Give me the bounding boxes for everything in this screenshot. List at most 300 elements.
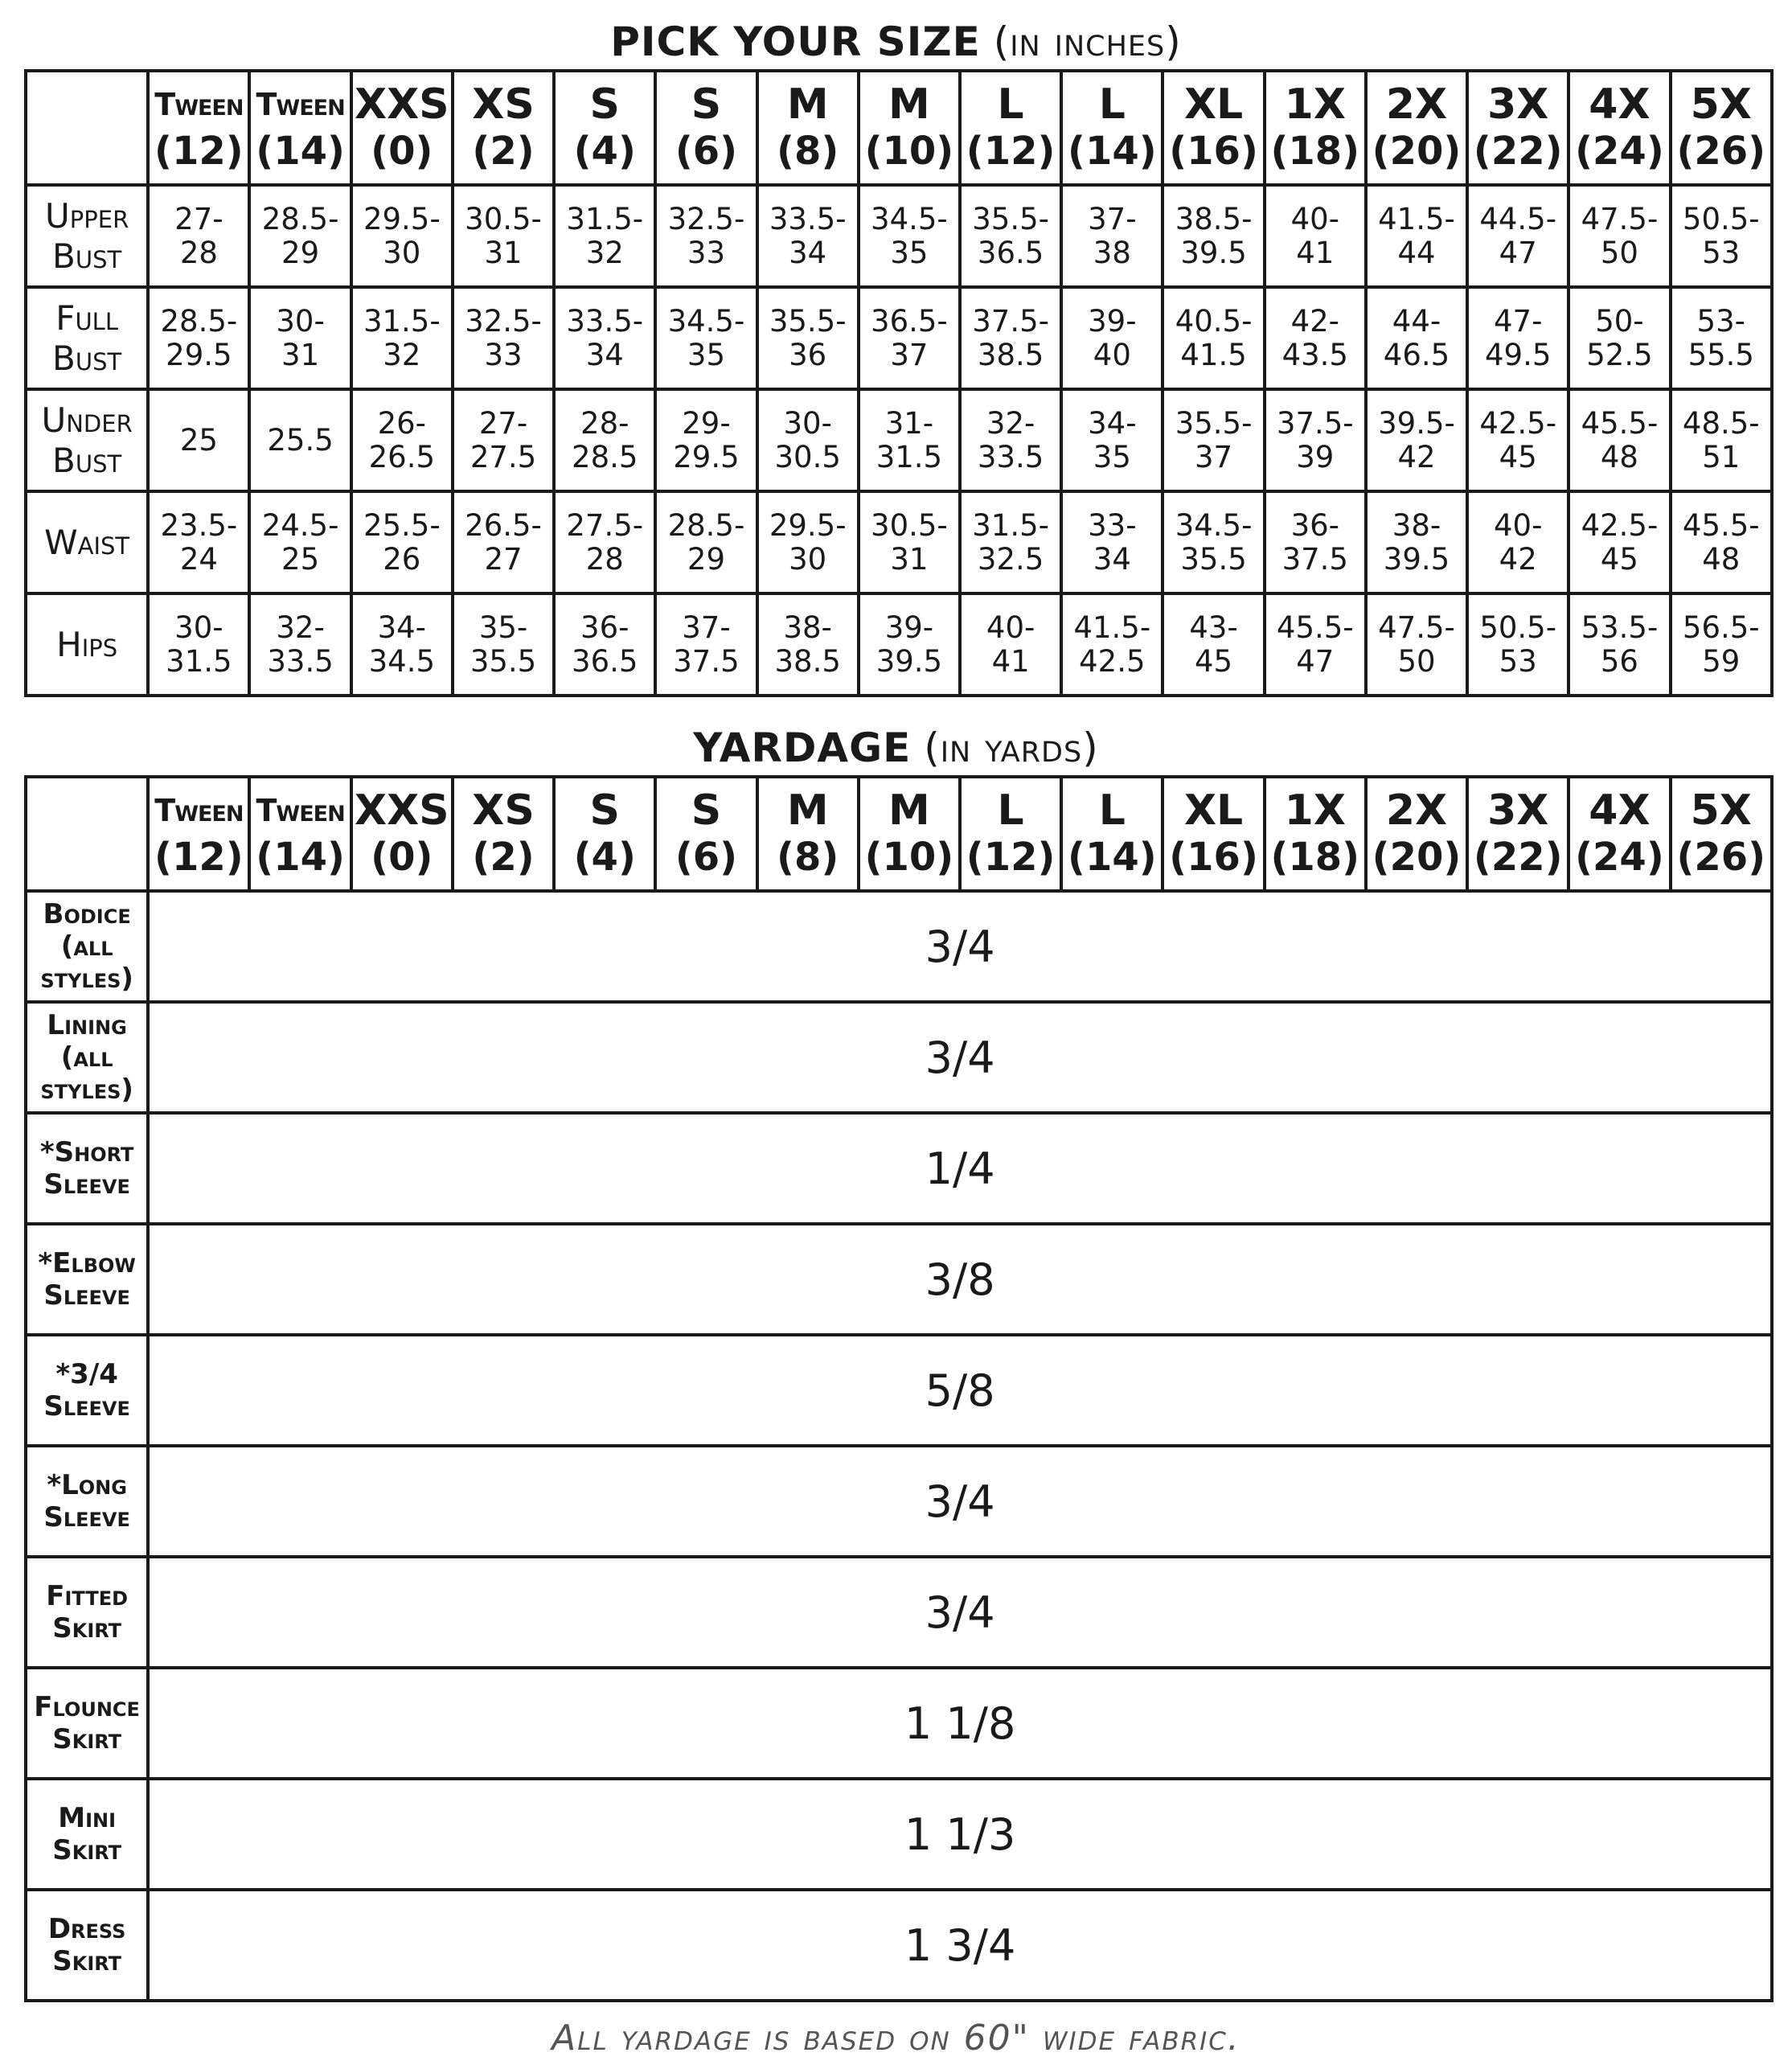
measurement-value [249, 185, 351, 287]
measurement-value [1061, 593, 1163, 696]
measurement-value [655, 287, 757, 389]
size-chart-size-header [554, 71, 655, 185]
range-high: 48 [1600, 439, 1638, 474]
range-high: 25 [281, 541, 320, 577]
range-high: 52.5 [1586, 337, 1653, 372]
range-high: 37.5 [673, 643, 740, 679]
measurement-value [249, 491, 351, 593]
size-chart-size-header [960, 71, 1061, 185]
measurement-value [655, 185, 757, 287]
range-high: 45 [1499, 439, 1537, 474]
range-high: 41 [991, 643, 1030, 679]
range-low: 34- [1088, 405, 1137, 441]
size-number: (24) [1575, 835, 1664, 880]
measurement-value [1061, 185, 1163, 287]
size-number: (10) [864, 835, 954, 880]
measurement-value [1265, 491, 1366, 593]
yardage-label-line: Sleeve [43, 1279, 130, 1312]
measurement-row [26, 287, 1772, 389]
range-low: 24.5- [261, 507, 339, 543]
size-number: (6) [675, 835, 738, 880]
measurement-value [960, 593, 1061, 696]
range-low: 53.5- [1581, 610, 1659, 645]
measurement-value [554, 593, 655, 696]
yardage-label-line: styles) [40, 1073, 133, 1106]
range-low: 50.5- [1682, 201, 1760, 236]
size-chart-size-header [1366, 71, 1467, 185]
size-code: XS [472, 80, 535, 129]
range-low: 29.5- [769, 507, 847, 543]
measurement-value [453, 287, 554, 389]
measurement-value [1061, 287, 1163, 389]
size-code: Tween [256, 793, 345, 828]
range-high: 35 [1093, 439, 1131, 474]
measurement-value [351, 287, 453, 389]
measurement-label: Full Bust [26, 287, 148, 389]
range-high: 35.5 [470, 643, 537, 679]
range-low: 28.5- [160, 303, 238, 339]
size-chart-size-header [351, 71, 453, 185]
size-chart-heading: PICK YOUR SIZE [610, 18, 981, 65]
range-low: 26.5- [465, 507, 542, 543]
measurement-value [1163, 185, 1264, 287]
range-high: 35 [687, 337, 726, 372]
measurement-value [757, 287, 859, 389]
range-low: 33.5- [769, 201, 847, 236]
measurement-value [1467, 593, 1569, 696]
measurement-value [148, 185, 249, 287]
yardage-value: 1 1/3 [148, 1779, 1772, 1890]
size-number: (22) [1473, 129, 1563, 174]
range-low: 45.5- [1276, 610, 1354, 645]
range-high: 55.5 [1687, 337, 1754, 372]
size-code: Tween [154, 793, 244, 828]
yardage-value: 3/4 [148, 1002, 1772, 1113]
measurement-value [453, 491, 554, 593]
range-low: 34.5- [1175, 507, 1253, 543]
range-low: 32.5- [465, 303, 542, 339]
measurement-value [1671, 593, 1772, 696]
range-low: 34- [377, 610, 427, 645]
size-code: M [786, 786, 829, 835]
yardage-chart-size-header [1366, 777, 1467, 891]
range-low: 25.5- [363, 507, 441, 543]
range-low: 38- [783, 610, 832, 645]
size-number: (24) [1575, 129, 1664, 174]
yardage-label-line: Flounce [34, 1691, 140, 1723]
size-number: (4) [573, 835, 636, 880]
range-low: 30- [276, 303, 325, 339]
range-low: 33- [1088, 507, 1137, 543]
size-number: (14) [256, 835, 345, 880]
yardage-value: 3/4 [148, 1446, 1772, 1557]
measurement-row [26, 491, 1772, 593]
size-number: (2) [472, 835, 535, 880]
yardage-label-line: Sleeve [43, 1168, 130, 1201]
yardage-chart-size-header [655, 777, 757, 891]
range-high: 31 [890, 541, 929, 577]
range-low: 28.5- [667, 507, 745, 543]
yardage-label-line: Lining [47, 1009, 127, 1041]
size-number: (4) [573, 129, 636, 174]
range-low: 30.5- [465, 201, 542, 236]
yardage-label-line: Fitted [46, 1580, 129, 1612]
yardage-label-line: Mini [58, 1802, 117, 1834]
range-low: 38- [1392, 507, 1441, 543]
range-low: 27- [174, 201, 223, 236]
size-number: (14) [256, 129, 345, 174]
yardage-row [26, 891, 1772, 1002]
measurement-value [148, 491, 249, 593]
range-low: 31- [884, 405, 934, 441]
size-code: 1X [1284, 786, 1346, 835]
measurement-value [1366, 287, 1467, 389]
measurement-value [1265, 593, 1366, 696]
measurement-value [1467, 185, 1569, 287]
range-high: 42.5 [1079, 643, 1146, 679]
range-low: 41.5- [1378, 201, 1455, 236]
size-code: 5X [1690, 786, 1752, 835]
yardage-row [26, 1002, 1772, 1113]
range-low: 28.5- [261, 201, 339, 236]
size-code: 1X [1284, 80, 1346, 129]
measurement-value [351, 185, 453, 287]
range-high: 29 [281, 235, 320, 270]
measurement-value [859, 389, 960, 491]
size-code: L [997, 80, 1024, 129]
size-chart-unit: (in inches) [993, 18, 1182, 65]
yardage-footnote: All yardage is based on 60" wide fabric. [552, 2018, 1240, 2059]
yardage-chart-size-header [1163, 777, 1264, 891]
range-low: 39- [884, 610, 934, 645]
range-low: 34.5- [871, 201, 948, 236]
range-low: 34.5- [667, 303, 745, 339]
yardage-label-line: *Elbow [38, 1247, 136, 1279]
range-high: 32 [585, 235, 624, 270]
range-high: 32 [383, 337, 421, 372]
yardage-chart-heading: YARDAGE [693, 725, 912, 771]
range-low: 39- [1088, 303, 1137, 339]
measurement-label: Under Bust [26, 389, 148, 491]
size-number: (22) [1473, 835, 1563, 880]
size-number: (0) [371, 129, 433, 174]
range-high: 30.5 [774, 439, 841, 474]
size-chart-size-header [1265, 71, 1366, 185]
range-low: 37.5- [972, 303, 1049, 339]
range-low: 28- [580, 405, 629, 441]
range-low: 35.5- [769, 303, 847, 339]
size-number: (6) [675, 129, 738, 174]
size-code: 5X [1690, 80, 1752, 129]
yardage-chart-title [0, 724, 1792, 772]
yardage-row [26, 1779, 1772, 1890]
size-chart-table [24, 69, 1774, 697]
range-high: 49.5 [1485, 337, 1552, 372]
size-number: (12) [966, 835, 1056, 880]
range-low: 50.5- [1479, 610, 1557, 645]
yardage-chart-size-header [1265, 777, 1366, 891]
measurement-value [1569, 389, 1670, 491]
range-high: 24 [179, 541, 218, 577]
range-low: 36.5- [871, 303, 948, 339]
yardage-label [26, 1668, 148, 1779]
size-code: S [691, 80, 722, 129]
size-code: Tween [154, 87, 244, 122]
range-high: 43.5 [1281, 337, 1348, 372]
measurement-value [249, 287, 351, 389]
size-chart-corner-cell [26, 71, 148, 185]
range-low: 37- [1088, 201, 1137, 236]
range-high: 33.5 [267, 643, 334, 679]
measurement-value [453, 389, 554, 491]
yardage-label [26, 1890, 148, 2001]
size-number: (2) [472, 129, 535, 174]
measurement-value [1569, 491, 1670, 593]
measurement-value [1265, 185, 1366, 287]
yardage-value: 1 3/4 [148, 1890, 1772, 2001]
measurement-value [453, 593, 554, 696]
range-low: 48.5- [1682, 405, 1760, 441]
yardage-label-line: Skirt [52, 1834, 122, 1866]
size-chart-size-header [148, 71, 249, 185]
measurement-value [351, 491, 453, 593]
measurement-value [148, 287, 249, 389]
measurement-value [453, 185, 554, 287]
range-low: 38.5- [1175, 201, 1253, 236]
size-number: (16) [1169, 835, 1258, 880]
range-high: 30 [383, 235, 421, 270]
measurement-value [148, 593, 249, 696]
yardage-label-line: styles) [40, 963, 133, 995]
yardage-label-line: Skirt [52, 1612, 122, 1644]
range-high: 35.5 [1180, 541, 1247, 577]
range-low: 35.5- [972, 201, 1049, 236]
range-low: 50- [1595, 303, 1644, 339]
yardage-label [26, 1002, 148, 1113]
size-number: (12) [154, 835, 244, 880]
yardage-label-line: Sleeve [43, 1390, 130, 1422]
yardage-label [26, 1446, 148, 1557]
range-low: 37.5- [1276, 405, 1354, 441]
size-chart-size-header [1467, 71, 1569, 185]
range-high: 44 [1397, 235, 1436, 270]
range-high: 47 [1296, 643, 1335, 679]
yardage-row [26, 1335, 1772, 1446]
measurement-value [1366, 593, 1467, 696]
measurement-value [1163, 287, 1264, 389]
range-high: 50 [1397, 643, 1436, 679]
range-low: 39.5- [1378, 405, 1455, 441]
yardage-chart-size-header [1467, 777, 1569, 891]
yardage-value: 3/4 [148, 1557, 1772, 1668]
measurement-value [1671, 389, 1772, 491]
size-code: S [589, 80, 620, 129]
yardage-chart-size-header [351, 777, 453, 891]
size-number: (18) [1270, 835, 1360, 880]
range-high: 38.5 [774, 643, 841, 679]
range-low: 32- [986, 405, 1035, 441]
yardage-chart-size-header [1671, 777, 1772, 891]
size-number: (16) [1169, 129, 1258, 174]
range-high: 31 [281, 337, 320, 372]
yardage-label [26, 1335, 148, 1446]
range-high: 53 [1702, 235, 1741, 270]
measurement-value [249, 593, 351, 696]
range-high: 42 [1499, 541, 1537, 577]
range-low: 32.5- [667, 201, 745, 236]
measurement-value: 25 [148, 389, 249, 491]
range-high: 37 [1195, 439, 1233, 474]
range-high: 36 [789, 337, 827, 372]
range-high: 39.5 [1180, 235, 1247, 270]
size-chart-size-header [757, 71, 859, 185]
yardage-chart-table [24, 775, 1774, 2002]
range-low: 44- [1392, 303, 1441, 339]
range-low: 44.5- [1479, 201, 1557, 236]
range-high: 39 [1296, 439, 1335, 474]
range-high: 34 [789, 235, 827, 270]
range-low: 27- [478, 405, 528, 441]
range-high: 30 [789, 541, 827, 577]
range-low: 40- [1290, 201, 1339, 236]
measurement-value [859, 593, 960, 696]
size-chart-header-row [26, 71, 1772, 185]
size-code: XS [472, 786, 535, 835]
size-chart-title [0, 18, 1792, 66]
measurement-value [1467, 491, 1569, 593]
range-low: 41.5- [1073, 610, 1151, 645]
range-high: 42 [1397, 439, 1436, 474]
range-high: 35 [890, 235, 929, 270]
range-low: 45.5- [1682, 507, 1760, 543]
size-code: 2X [1385, 80, 1448, 129]
measurement-value [859, 185, 960, 287]
measurement-value [1671, 491, 1772, 593]
range-high: 39.5 [1383, 541, 1450, 577]
range-high: 37.5 [1281, 541, 1348, 577]
range-low: 42- [1290, 303, 1339, 339]
size-code: 2X [1385, 786, 1448, 835]
range-high: 45 [1195, 643, 1233, 679]
range-low: 31.5- [363, 303, 441, 339]
size-chart-size-header [859, 71, 960, 185]
yardage-row [26, 1446, 1772, 1557]
range-low: 42.5- [1479, 405, 1557, 441]
size-chart-size-header [1061, 71, 1163, 185]
yardage-label-line: *3/4 [55, 1358, 118, 1390]
size-number: (26) [1676, 835, 1766, 880]
size-code: M [888, 786, 930, 835]
measurement-value [960, 491, 1061, 593]
size-code: 4X [1589, 786, 1651, 835]
yardage-value: 3/4 [148, 891, 1772, 1002]
range-low: 30- [783, 405, 832, 441]
range-high: 28.5 [572, 439, 638, 474]
range-high: 48 [1702, 541, 1741, 577]
yardage-value: 1 1/8 [148, 1668, 1772, 1779]
measurement-value [757, 593, 859, 696]
range-high: 29.5 [673, 439, 740, 474]
size-code: S [589, 786, 620, 835]
yardage-value: 1/4 [148, 1113, 1772, 1224]
size-code: XL [1183, 80, 1244, 129]
size-code: 3X [1487, 786, 1549, 835]
measurement-value [554, 389, 655, 491]
range-high: 47 [1499, 235, 1537, 270]
range-low: 56.5- [1682, 610, 1760, 645]
measurement-label: Hips [26, 593, 148, 696]
measurement-value [655, 491, 757, 593]
yardage-chart-size-header [757, 777, 859, 891]
measurement-value [655, 593, 757, 696]
yardage-label [26, 1557, 148, 1668]
measurement-value [554, 287, 655, 389]
range-low: 23.5- [160, 507, 238, 543]
size-number: (8) [777, 129, 839, 174]
range-low: 42.5- [1581, 507, 1659, 543]
size-number: (10) [864, 129, 954, 174]
range-low: 43- [1189, 610, 1238, 645]
yardage-label-line: *Long [47, 1469, 127, 1501]
range-low: 45.5- [1581, 405, 1659, 441]
measurement-value [1671, 185, 1772, 287]
range-high: 53 [1499, 643, 1537, 679]
size-number: (0) [371, 835, 433, 880]
measurement-value [757, 185, 859, 287]
range-low: 26- [377, 405, 427, 441]
size-chart-size-header [249, 71, 351, 185]
range-high: 27 [484, 541, 523, 577]
yardage-chart-size-header [554, 777, 655, 891]
measurement-row [26, 185, 1772, 287]
measurement-value [351, 593, 453, 696]
size-number: (26) [1676, 129, 1766, 174]
range-low: 47- [1494, 303, 1543, 339]
yardage-chart-header-row [26, 777, 1772, 891]
measurement-row [26, 389, 1772, 491]
range-high: 34 [585, 337, 624, 372]
measurement-label: Waist [26, 491, 148, 593]
range-high: 39.5 [875, 643, 943, 679]
size-code: XL [1183, 786, 1244, 835]
yardage-chart-size-header [148, 777, 249, 891]
range-high: 31.5 [875, 439, 943, 474]
measurement-value [1163, 389, 1264, 491]
measurement-value [554, 185, 655, 287]
range-high: 46.5 [1383, 337, 1450, 372]
measurement-value [1061, 389, 1163, 491]
range-low: 40.5- [1175, 303, 1253, 339]
range-high: 56 [1600, 643, 1638, 679]
range-low: 29- [682, 405, 731, 441]
range-low: 35.5- [1175, 405, 1253, 441]
size-chart-size-header [655, 71, 757, 185]
range-low: 30- [174, 610, 223, 645]
range-high: 51 [1702, 439, 1741, 474]
measurement-value [757, 389, 859, 491]
range-high: 29.5 [166, 337, 232, 372]
yardage-label-line: Bodice [43, 898, 131, 930]
size-chart-size-header [1569, 71, 1670, 185]
range-high: 45 [1600, 541, 1638, 577]
measurement-value [1265, 287, 1366, 389]
yardage-label [26, 891, 148, 1002]
size-code: XXS [354, 80, 449, 129]
size-number: (12) [154, 129, 244, 174]
measurement-row [26, 593, 1772, 696]
range-high: 36.5 [977, 235, 1044, 270]
yardage-label-line: (all [60, 1041, 113, 1073]
